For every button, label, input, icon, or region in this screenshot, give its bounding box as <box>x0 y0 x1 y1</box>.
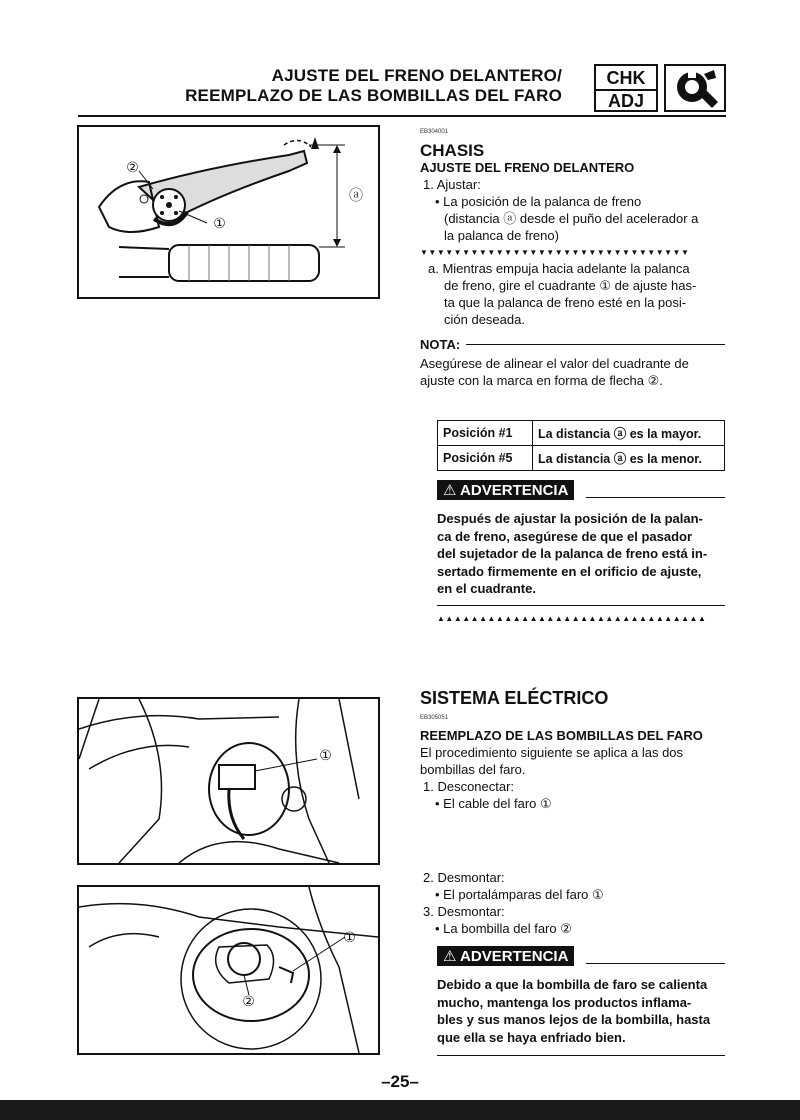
step-1-bullet-line1: • La posición de la palanca de freno <box>435 194 642 209</box>
headlight-bulb-illustration <box>79 887 378 1053</box>
badge-top-label: CHK <box>606 68 646 88</box>
sub-a-line2: de freno, gire el cuadrante ① de ajuste has- <box>444 278 697 293</box>
step-1-bullet-line3: la palanca de freno) <box>444 228 559 243</box>
callout-1: ① <box>213 215 226 231</box>
page-number: –25– <box>381 1072 419 1091</box>
section-heading: SISTEMA ELÉCTRICO <box>420 688 609 708</box>
warning-bottom-rule <box>437 605 725 606</box>
callout-1: ① <box>343 929 356 945</box>
table-cell-position: Posición #5 <box>438 446 533 471</box>
callout-1: ① <box>319 747 332 763</box>
table-cell-position: Posición #1 <box>438 421 533 446</box>
table-cell-description: La distancia ⓐ es la mayor. <box>533 421 725 446</box>
warning-line3: bles y sus manos lejos de la bombilla, hasta <box>437 1012 711 1027</box>
header-rule <box>78 115 726 117</box>
warning-header <box>437 946 725 966</box>
intro-line2: bombillas del faro. <box>420 762 526 777</box>
sub-a-line1: a. Mientras empuja hacia adelante la palanca <box>428 261 690 276</box>
step-1: 1. Desconectar: <box>423 779 515 794</box>
warning-line4: que ella se haya enfriado bien. <box>437 1029 626 1045</box>
section-subheading: AJUSTE DEL FRENO DELANTERO <box>420 160 635 175</box>
brake-lever-figure <box>77 125 380 299</box>
nota-label: NOTA: <box>420 337 461 352</box>
electrico-steps <box>420 869 725 937</box>
sub-a-line3: ta que la palanca de freno esté en la posi- <box>444 295 687 310</box>
header-title-line1: AJUSTE DEL FRENO DELANTERO/ <box>271 66 562 85</box>
header-title-line2: REEMPLAZO DE LAS BOMBILLAS DEL FARO <box>185 86 562 105</box>
triangles-down-row: ▼▼▼▼▼▼▼▼▼▼▼▼▼▼▼▼▼▼▼▼▼▼▼▼▼▼▼▼▼▼▼▼ <box>420 248 690 257</box>
headlight-cable-figure <box>77 697 380 865</box>
intro-line1: El procedimiento siguiente se aplica a las dos <box>420 745 684 760</box>
wrench-icon <box>666 66 724 110</box>
warning-line4: sertado firmemente en el orificio de ajuste, <box>437 563 702 579</box>
chasis-section <box>420 124 725 389</box>
warning-badge: ⚠ ADVERTENCIA <box>437 946 574 966</box>
badge-bottom-label: ADJ <box>607 91 644 111</box>
nota-header <box>420 336 725 353</box>
headlight-cable-illustration <box>79 699 378 863</box>
warning-line1: Después de ajustar la posición de la palan- <box>437 511 703 526</box>
warning-header <box>437 480 725 500</box>
step-1-bullet: • El cable del faro ① <box>435 796 552 811</box>
step-1: 1. Ajustar: <box>423 177 481 192</box>
nota-rule <box>466 344 725 345</box>
section-subheading: REEMPLAZO DE LAS BOMBILLAS DEL FARO <box>420 728 703 743</box>
headlight-bulb-figure <box>77 885 380 1055</box>
tool-badge <box>664 64 726 112</box>
table-cell-description: La distancia ⓐ es la menor. <box>533 446 725 471</box>
warning-line2: ca de freno, asegúrese de que el pasador <box>437 528 693 544</box>
bottom-bar <box>0 1100 800 1120</box>
warning-line3: del sujetador de la palanca de freno está in- <box>437 546 708 561</box>
warning-text <box>437 510 723 598</box>
brake-lever-illustration <box>79 127 378 297</box>
callout-2: ② <box>126 159 139 175</box>
nota-line1: Asegúrese de alinear el valor del cuadrante de <box>420 356 689 371</box>
warning-line5: en el cuadrante. <box>437 581 536 596</box>
warning-badge: ⚠ ADVERTENCIA <box>437 480 574 500</box>
section-code: EB305051 <box>420 715 449 721</box>
step-1-bullet-line2: (distancia ⓐ desde el puño del acelerador a <box>444 211 699 226</box>
warning-rule <box>586 963 725 964</box>
electrico-section <box>420 690 725 812</box>
warning-line2: mucho, mantenga los productos inflama- <box>437 994 692 1010</box>
warning-line1: Debido a que la bombilla de faro se calienta <box>437 977 708 992</box>
section-code: EB304001 <box>420 129 449 135</box>
step-2: 2. Desmontar: <box>423 870 505 885</box>
callout-2: ② <box>242 993 255 1009</box>
warning-rule <box>586 497 725 498</box>
chk-adj-badge <box>594 64 658 112</box>
callout-a: ⓐ <box>349 187 363 203</box>
table-row <box>438 421 725 446</box>
step-3: 3. Desmontar: <box>423 904 505 919</box>
step-3-bullet: • La bombilla del faro ② <box>435 921 572 936</box>
triangles-up-row: ▲▲▲▲▲▲▲▲▲▲▲▲▲▲▲▲▲▲▲▲▲▲▲▲▲▲▲▲▲▲▲▲ <box>437 614 707 623</box>
section-heading: CHASIS <box>420 141 485 160</box>
sub-a-line4: ción deseada. <box>444 312 525 327</box>
page-header-title <box>185 66 562 106</box>
warning-bottom-rule <box>437 1055 725 1056</box>
table-row <box>438 446 725 471</box>
warning-text <box>437 976 723 1046</box>
step-2-bullet: • El portalámparas del faro ① <box>435 887 604 902</box>
position-table <box>437 420 725 471</box>
nota-line2: ajuste con la marca en forma de flecha ②. <box>420 373 663 388</box>
